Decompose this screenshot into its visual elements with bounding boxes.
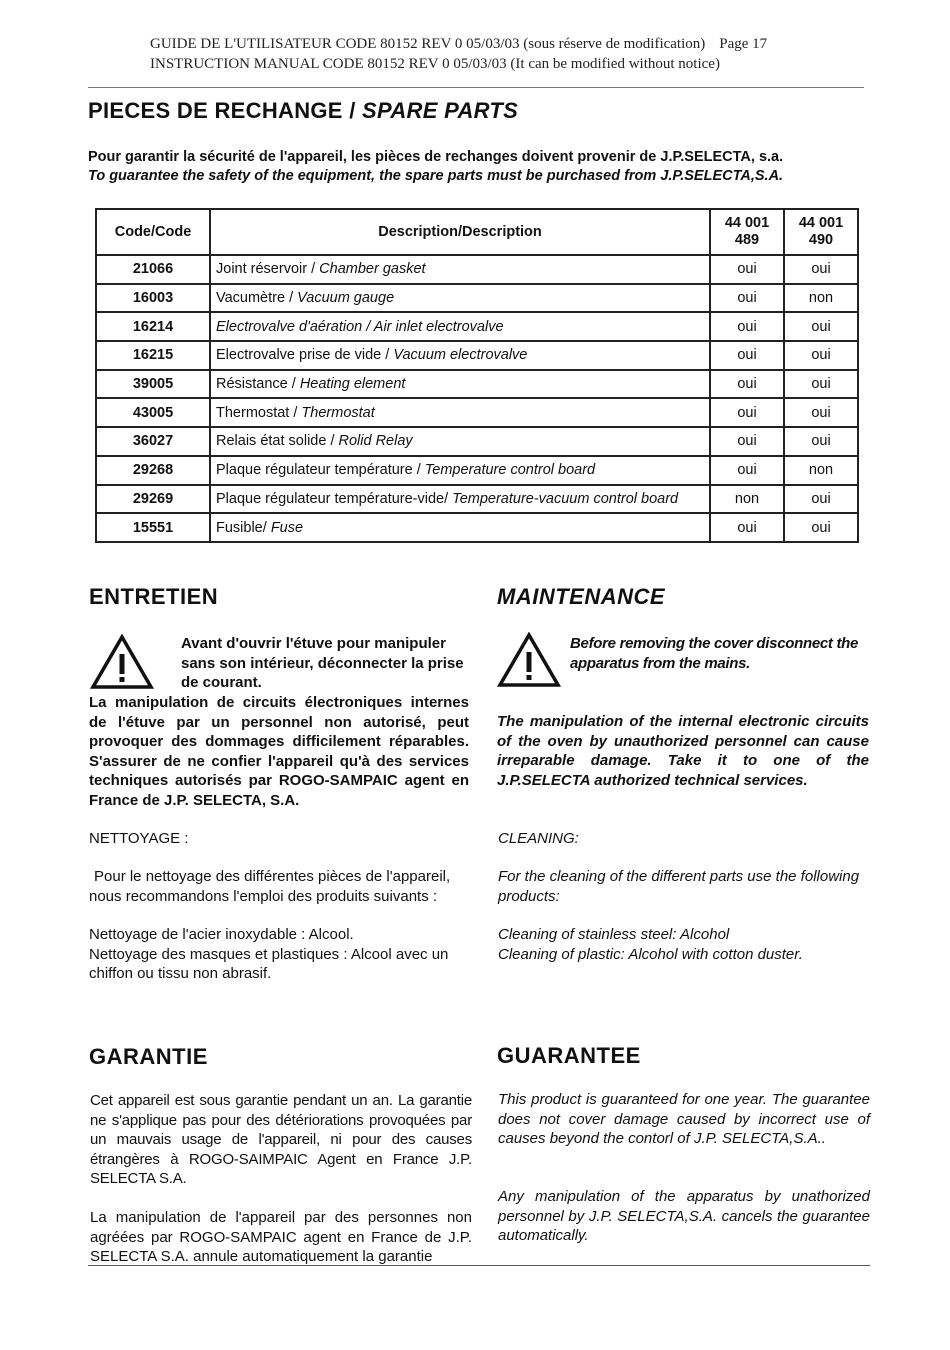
warning-icon: [90, 634, 154, 690]
part-code: 29268: [96, 456, 210, 485]
part-description-fr: Fusible/: [216, 519, 271, 536]
guarantee-paragraph-2: Any manipulation of the apparatus by unathorized personnel by J.P. SELECTA,S.A. cancels the guarantee automatically.: [498, 1188, 870, 1244]
header-line2: INSTRUCTION MANUAL CODE 80152 REV 0 05/03/03 (It can be modified without notice): [150, 56, 720, 72]
part-description: [210, 341, 710, 370]
part-description-fr: Résistance /: [216, 376, 300, 393]
part-description-fr: Joint réservoir /: [216, 261, 320, 278]
table-row: [96, 370, 858, 399]
spare-parts-table: [95, 208, 859, 543]
maintenance-cleaning-plastic: Cleaning of plastic: Alcohol with cotton duster.: [498, 945, 803, 963]
page-title: [88, 98, 518, 124]
maintenance-cleaning-steel: Cleaning of stainless steel: Alcohol: [498, 926, 730, 943]
part-description-en: Temperature control board: [424, 462, 596, 479]
table-row: [96, 341, 858, 370]
entretien-cleaning-items: [89, 925, 474, 984]
table-row: [96, 284, 858, 313]
availability-489: oui: [710, 427, 784, 456]
header-line-fr: [150, 34, 767, 54]
entretien-cleaning-intro: Pour le nettoyage des différentes pièces de l'appareil, nous recommandons l'emploi des produits suivants :: [89, 868, 451, 905]
availability-489: oui: [710, 456, 784, 485]
part-description: [210, 312, 710, 341]
part-code: 15551: [96, 513, 210, 542]
warning-icon: [497, 632, 561, 688]
header-model-489: [710, 209, 784, 255]
entretien-warning: Avant d'ouvrir l'étuve pour manipuler sans son intérieur, déconnecter la prise de courant.: [181, 635, 464, 691]
availability-490: oui: [784, 513, 858, 542]
maintenance-cleaning-label: CLEANING:: [498, 830, 579, 847]
availability-489: oui: [710, 255, 784, 284]
part-description-en: Heating element: [299, 376, 406, 393]
part-code: 36027: [96, 427, 210, 456]
availability-489: oui: [710, 370, 784, 399]
part-description-fr: Plaque régulateur température /: [216, 462, 425, 479]
part-code: 21066: [96, 255, 210, 284]
maintenance-bold-paragraph: The manipulation of the internal electronic circuits of the oven by unauthorized personnel can cause irreparable damage. Take it to one of the J.P.SELECTA authorized technical services.: [497, 713, 869, 789]
intro-fr: Pour garantir la sécurité de l'appareil, les pièces de rechanges doivent provenir de J.P.SELECTA, s.a.: [88, 149, 784, 165]
part-description: [210, 398, 710, 427]
availability-489: oui: [710, 341, 784, 370]
header-model-490-line1: 44 001: [798, 215, 844, 231]
header-model-489-line2: 489: [734, 232, 760, 248]
maintenance-cleaning-items: [498, 925, 878, 964]
table-row: [96, 255, 858, 284]
entretien-cleaning-plastic: Nettoyage des masques et plastiques : Alcool avec un chiffon ou tissu non abrasif.: [89, 945, 449, 982]
document-header: [150, 34, 767, 74]
availability-489: oui: [710, 513, 784, 542]
availability-490: oui: [784, 312, 858, 341]
part-description: [210, 284, 710, 313]
availability-490: oui: [784, 341, 858, 370]
part-code: 39005: [96, 370, 210, 399]
part-description: [210, 255, 710, 284]
part-description-en: Thermostat: [301, 404, 375, 421]
part-code: 29269: [96, 485, 210, 514]
maintenance-cleaning-intro: For the cleaning of the different parts use the following products:: [498, 868, 860, 905]
availability-490: oui: [784, 370, 858, 399]
part-description-fr: Vacumètre /: [216, 290, 298, 307]
availability-490: oui: [784, 485, 858, 514]
title-en: SPARE PARTS: [362, 98, 519, 123]
part-code: 16214: [96, 312, 210, 341]
header-model-490-line2: 490: [808, 232, 834, 248]
entretien-cleaning-steel: Nettoyage de l'acier inoxydable : Alcool.: [89, 926, 354, 943]
availability-489: oui: [710, 312, 784, 341]
maintenance-warning: Before removing the cover disconnect the apparatus from the mains.: [570, 635, 859, 672]
header-model-489-line1: 44 001: [724, 215, 770, 231]
availability-490: oui: [784, 255, 858, 284]
table-row: [96, 398, 858, 427]
part-description: [210, 456, 710, 485]
entretien-cleaning-label: NETTOYAGE :: [89, 830, 189, 847]
table-row: [96, 427, 858, 456]
part-description-fr: Relais état solide /: [216, 433, 339, 450]
garantie-paragraph-1: Cet appareil est sous garantie pendant un an. La garantie ne s'applique pas pour des détériorations provoquées par un mauvais usage de l'appareil, ni pour des causes étrangères à ROGO-SAIMPAIC Agent en France J.P. SELECTA S.A.: [90, 1092, 472, 1187]
part-description: [210, 513, 710, 542]
part-description-fr: Thermostat /: [216, 404, 302, 421]
header-code: Code/Code: [96, 209, 210, 255]
part-description-fr: Electrovalve prise de vide /: [216, 347, 394, 364]
garantie-heading: GARANTIE: [89, 1044, 208, 1069]
page-number: Page 17: [719, 36, 768, 52]
guarantee-heading: GUARANTEE: [497, 1043, 641, 1068]
title-fr: PIECES DE RECHANGE /: [88, 98, 363, 123]
availability-490: oui: [784, 427, 858, 456]
intro-en: To guarantee the safety of the equipment, the spare parts must be purchased from J.P.SELECTA,S.A.: [88, 168, 784, 184]
header-model-490: [784, 209, 858, 255]
part-description-en: Fuse: [270, 519, 304, 536]
maintenance-heading: MAINTENANCE: [497, 584, 666, 609]
entretien-heading: ENTRETIEN: [89, 584, 219, 609]
table-header-row: [96, 209, 858, 255]
entretien-bold-paragraph: La manipulation de circuits électroniques internes de l'étuve par un personnel non autorisé, peut provoquer des dommages difficilement réparables. S'assurer de ne confier l'appareil qu'à des services techniques autorisés par ROGO-SAMPAIC agent en France de J.P. SELECTA, S.A.: [89, 694, 469, 809]
part-code: 16003: [96, 284, 210, 313]
part-description-en: Vacuum electrovalve: [393, 347, 528, 364]
table-row: [96, 312, 858, 341]
part-description-en: Electrovalve d'aération / Air inlet electrovalve: [216, 318, 504, 335]
part-description-en: Chamber gasket: [319, 261, 426, 278]
part-description: [210, 485, 710, 514]
part-description-en: Rolid Relay: [338, 433, 413, 450]
intro-text: [88, 148, 783, 186]
availability-489: non: [710, 485, 784, 514]
garantie-paragraph-2: La manipulation de l'appareil par des personnes non agréées par ROGO-SAMPAIC agent en France de J.P. SELECTA S.A. annule automatiquement la garantie: [90, 1209, 472, 1265]
footer-divider: [88, 1265, 870, 1266]
part-description-en: Vacuum gauge: [297, 290, 395, 307]
part-description: [210, 427, 710, 456]
table-body: [96, 255, 858, 542]
part-description-en: Temperature-vacuum control board: [452, 490, 679, 507]
header-line1: GUIDE DE L'UTILISATEUR CODE 80152 REV 0 05/03/03 (sous réserve de modification): [150, 36, 706, 52]
part-description: [210, 370, 710, 399]
availability-490: oui: [784, 398, 858, 427]
availability-489: oui: [710, 284, 784, 313]
part-code: 43005: [96, 398, 210, 427]
header-divider: [88, 87, 864, 88]
part-description-fr: Plaque régulateur température-vide/: [216, 490, 453, 507]
table-row: [96, 513, 858, 542]
guarantee-paragraph-1: This product is guaranteed for one year. The guarantee does not cover damage caused by incorrect use of causes beyond the contorl of J.P. SELECTA,S.A..: [498, 1091, 870, 1147]
availability-490: non: [784, 284, 858, 313]
table-row: [96, 485, 858, 514]
part-code: 16215: [96, 341, 210, 370]
availability-490: non: [784, 456, 858, 485]
table-row: [96, 456, 858, 485]
availability-489: oui: [710, 398, 784, 427]
header-description: Description/Description: [210, 209, 710, 255]
